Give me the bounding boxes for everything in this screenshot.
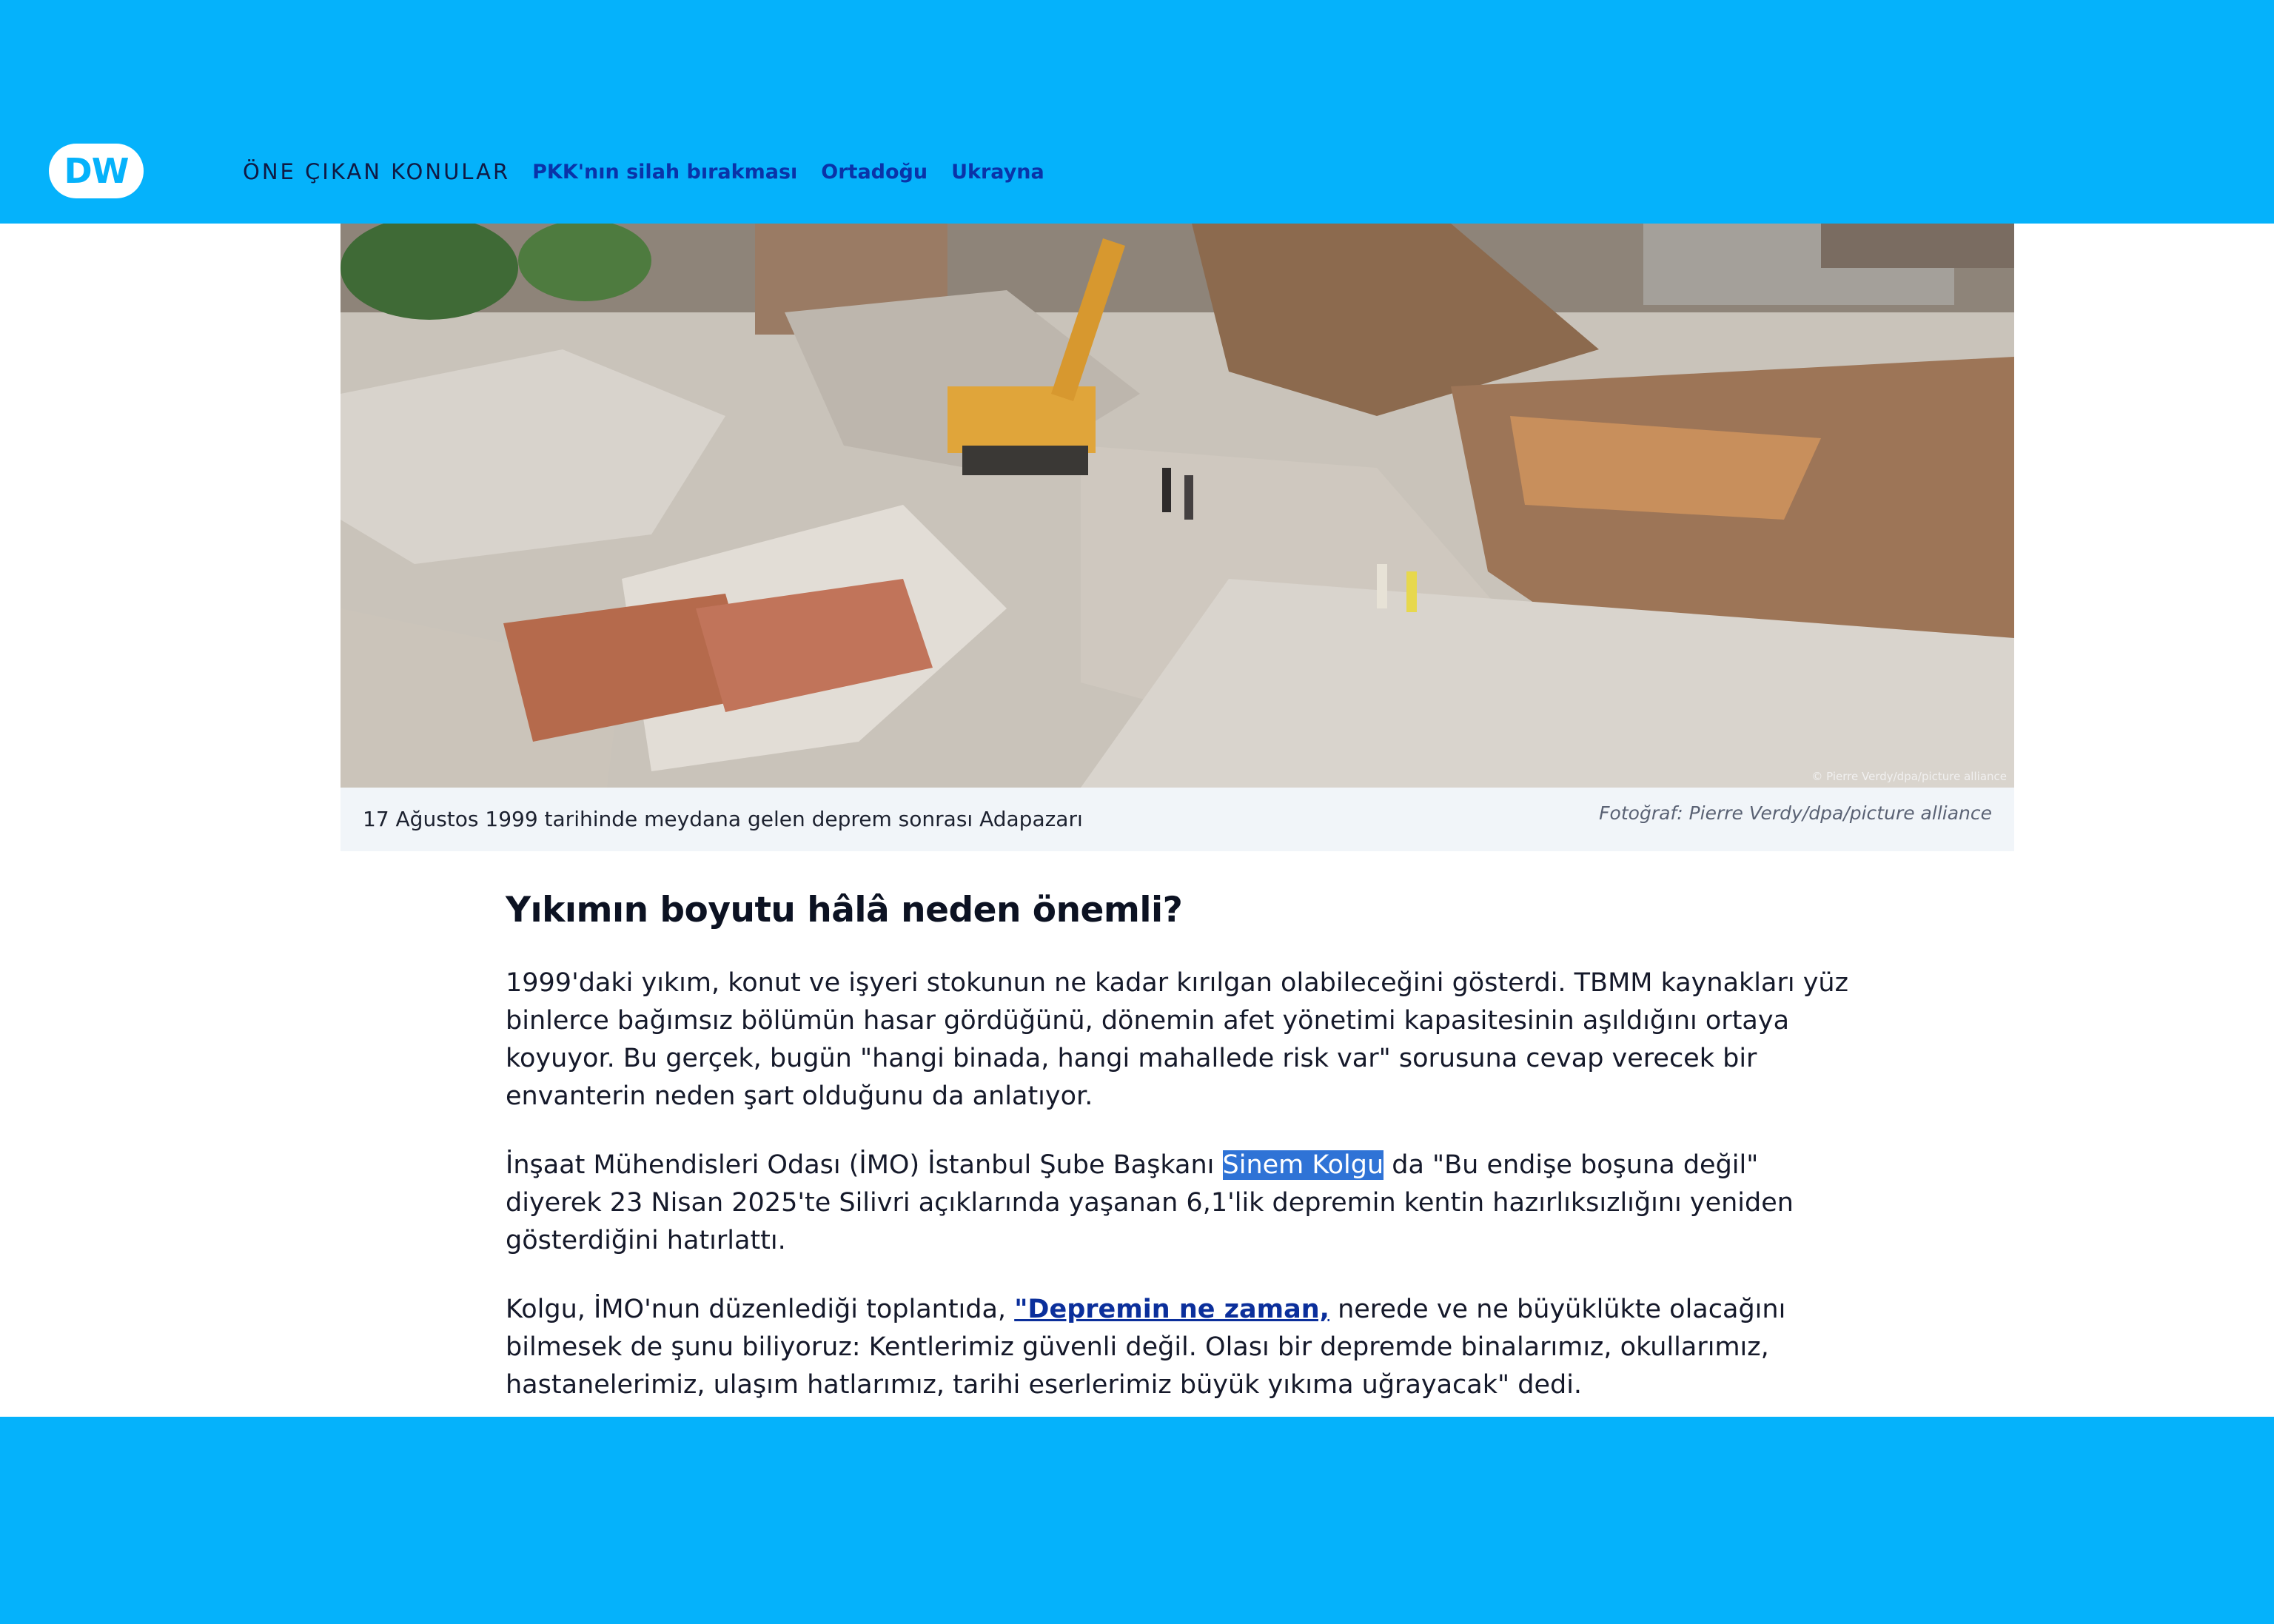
paragraph-1: 1999'daki yıkım, konut ve işyeri stokunun ne kadar kırılgan olabileceğini gösterdi. TBMM kaynakları yüz binlerce bağımsız bölümün hasar gördüğünü, dönemin afet yönetimi kapasitesinin aşıldığını ortaya koyuyor. Bu gerçek, bugün "hangi binada, hangi mahallede risk var" sorusuna cevap verecek bir envanterin neden şart olduğunu da anlatıyor. — [506, 968, 1848, 1111]
photo-illustration — [341, 224, 2014, 788]
nav-link-pkk[interactable]: PKK'nın silah bırakması — [532, 160, 798, 184]
nav-heading: ÖNE ÇIKAN KONULAR — [243, 159, 511, 184]
bottom-frame — [0, 1417, 2274, 1624]
paragraph-3-start: Kolgu, İMO'nun düzenlediği toplantıda, — [506, 1295, 1015, 1324]
paragraph-3-end: nerede ve ne büyüklükte olacağını bilmesek de şunu biliyoruz: Kentlerimiz güvenli değil. Olası bir depremde binalarımız, okullarımız, hastanelerimiz, ulaşım hatlarımız, tarihi eserlerimiz büyük yıkıma uğrayacak" dedi. — [506, 1295, 1786, 1400]
depremin-ne-zaman-link[interactable]: "Depremin ne zaman, — [1014, 1295, 1329, 1324]
earthquake-rubble-photo — [341, 224, 2014, 788]
paragraph-2 — [506, 1147, 1860, 1260]
section-heading: Yıkımın boyutu hâlâ neden önemli? — [506, 890, 1183, 930]
photo-caption-bar — [341, 788, 2014, 851]
dw-logo[interactable] — [49, 144, 144, 198]
logo-text: DW — [64, 151, 129, 191]
photo-credit: Fotoğraf: Pierre Verdy/dpa/picture alliance — [1599, 802, 1992, 824]
featured-topics-nav — [243, 155, 1068, 188]
paragraph-2-start: İnşaat Mühendisleri Odası (İMO) İstanbul Şube Başkanı — [506, 1150, 1223, 1180]
photo-overlay-credit: © Pierre Verdy/dpa/picture alliance — [1811, 770, 2007, 783]
nav-link-ortadogu[interactable]: Ortadoğu — [821, 160, 928, 184]
article-page — [0, 224, 2274, 1417]
paragraph-3 — [506, 1291, 1860, 1404]
nav-link-ukrayna[interactable]: Ukrayna — [951, 160, 1044, 184]
article-body — [506, 890, 1860, 1417]
photo-caption: 17 Ağustos 1999 tarihinde meydana gelen deprem sonrası Adapazarı — [363, 807, 1083, 831]
selected-text-highlight[interactable]: Sinem Kolgu — [1222, 1150, 1384, 1180]
top-header — [0, 0, 2274, 224]
paragraph-2-end: da "Bu endişe boşuna değil" diyerek 23 Nisan 2025'te Silivri açıklarında yaşanan 6,1'lik depremin kentin hazırlıksızlığını yeniden gösterdiğini hatırlattı. — [506, 1150, 1794, 1255]
